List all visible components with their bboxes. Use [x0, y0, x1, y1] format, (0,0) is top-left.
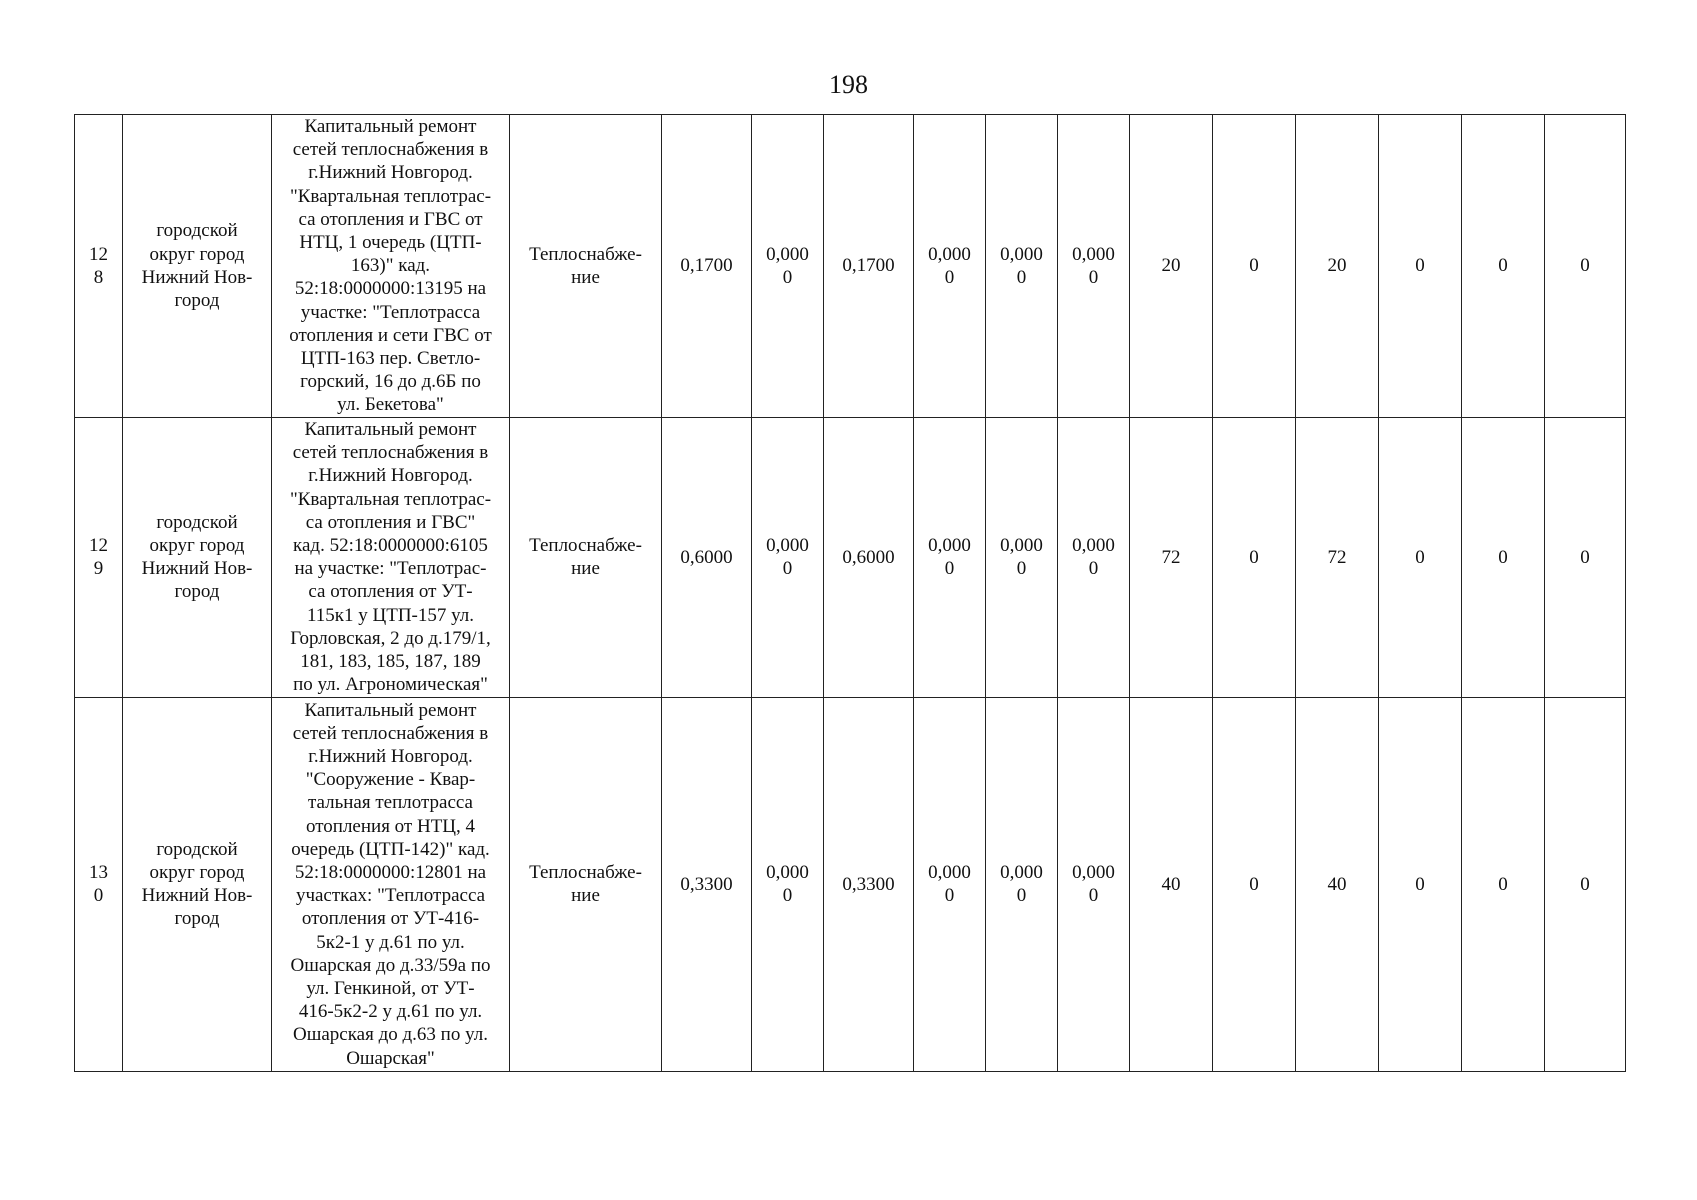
cell-text-line: 12 [89, 243, 108, 265]
cell-text-line: 163)" кад. [350, 255, 431, 277]
count-cell: 72 [1130, 417, 1213, 697]
cell-text-line: очередь (ЦТП-142)" кад. [291, 838, 490, 860]
cell-text-line: отопления от НТЦ, 4 [305, 815, 476, 837]
count-cell: 0 [1379, 697, 1462, 1071]
cell-text-line: 0,000 [928, 534, 971, 556]
count-cell: 20 [1296, 115, 1379, 418]
cell-text-line: 0,000 [766, 534, 809, 556]
cell-text-line: ЦТП-163 пер. Светло- [300, 348, 481, 370]
cell-text-line: 0 [782, 558, 793, 580]
territory-cell [123, 115, 272, 418]
cell-text-line: 0 [1016, 558, 1027, 580]
type-cell [510, 697, 662, 1071]
count-cell: 0 [1462, 115, 1545, 418]
cell-text-line: "Квартальная теплотрас- [289, 185, 492, 207]
cell-text-line: сетей теплоснабжения в [292, 722, 489, 744]
cell-text-line: 0,1700 [842, 255, 895, 277]
cell-text-line: 416-5к2-2 у д.61 по ул. [298, 1001, 483, 1023]
value-cell [662, 417, 752, 697]
cell-text-line: "Сооружение - Квар- [305, 769, 476, 791]
cell-text-line: 0,000 [1072, 861, 1115, 883]
cell-text-line: кад. 52:18:0000000:6105 [293, 534, 488, 556]
cell-text-line: 0 [944, 885, 955, 907]
count-cell: 0 [1545, 697, 1626, 1071]
value-cell [752, 417, 824, 697]
description-cell [272, 697, 510, 1071]
cell-text-line: горский, 16 до д.6Б по [300, 371, 481, 393]
cell-text-line: 0 [1088, 266, 1099, 288]
count-cell: 0 [1545, 417, 1626, 697]
table-body [75, 115, 1626, 1072]
table-row [75, 115, 1626, 418]
cell-text-line: сетей теплоснабжения в [292, 442, 489, 464]
value-cell [752, 697, 824, 1071]
count-cell: 72 [1296, 417, 1379, 697]
cell-text-line: Капитальный ремонт [304, 699, 477, 721]
cell-text-line: городской [156, 838, 238, 860]
page-number: 198 [829, 70, 868, 99]
count-cell: 0 [1213, 417, 1296, 697]
cell-text-line: са отопления и ГВС от [298, 208, 483, 230]
count-cell: 20 [1130, 115, 1213, 418]
cell-text-line: Ошарская" [346, 1047, 435, 1069]
value-cell [824, 417, 914, 697]
cell-text-line: Капитальный ремонт [304, 418, 477, 440]
cell-text-line: 0,6000 [680, 546, 733, 568]
cell-text-line: 0 [782, 885, 793, 907]
cell-text-line: г.Нижний Новгород. [308, 162, 473, 184]
cell-text-line: са отопления от УТ- [308, 581, 473, 603]
value-cell [1058, 697, 1130, 1071]
cell-text-line: отопления от УТ-416- [301, 908, 480, 930]
cell-text-line: тальная теплотрасса [307, 792, 473, 814]
type-cell [510, 115, 662, 418]
cell-text-line: ние [571, 558, 600, 580]
cell-text-line: округ город [149, 243, 245, 265]
cell-text-line: 0,000 [928, 243, 971, 265]
cell-text-line: 115к1 у ЦТП-157 ул. [306, 604, 475, 626]
cell-text-line: 0,6000 [842, 546, 895, 568]
description-cell [272, 417, 510, 697]
cell-text-line: 5к2-1 у д.61 по ул. [316, 931, 465, 953]
cell-text-line: 0 [93, 885, 104, 907]
cell-text-line: 12 [89, 534, 108, 556]
cell-text-line: 0,000 [766, 243, 809, 265]
cell-text-line: отопления и сети ГВС от [289, 324, 492, 346]
cell-text-line: 0,000 [1072, 534, 1115, 556]
cell-text-line: 0,3300 [680, 873, 733, 895]
cell-text-line: ул. Генкиной, от УТ- [306, 977, 475, 999]
cell-text-line: 0 [1016, 266, 1027, 288]
cell-text-line: 0 [944, 558, 955, 580]
cell-text-line: Теплоснабже- [529, 861, 642, 883]
cell-text-line: г.Нижний Новгород. [308, 465, 473, 487]
cell-text-line: Нижний Нов- [141, 558, 253, 580]
count-cell: 40 [1130, 697, 1213, 1071]
cell-text-line: 8 [93, 266, 104, 288]
cell-text-line: городской [156, 511, 238, 533]
cell-text-line: Нижний Нов- [141, 885, 253, 907]
cell-text-line: Капитальный ремонт [304, 116, 477, 137]
value-cell [1058, 115, 1130, 418]
count-cell: 0 [1379, 115, 1462, 418]
cell-text-line: ние [571, 266, 600, 288]
count-cell: 0 [1213, 697, 1296, 1071]
cell-text-line: Ошарская до д.33/59а по [290, 954, 491, 976]
cell-text-line: 0,1700 [680, 255, 733, 277]
cell-text-line: на участке: "Теплотрас- [294, 558, 487, 580]
cell-text-line: город [174, 581, 220, 603]
cell-text-line: 0 [944, 266, 955, 288]
count-cell: 0 [1545, 115, 1626, 418]
description-cell [272, 115, 510, 418]
cell-text-line: город [174, 290, 220, 312]
value-cell [824, 115, 914, 418]
cell-text-line: 0,000 [1000, 534, 1043, 556]
type-cell [510, 417, 662, 697]
cell-text-line: 0,3300 [842, 873, 895, 895]
cell-text-line: 0 [1088, 885, 1099, 907]
cell-text-line: Нижний Нов- [141, 266, 253, 288]
count-cell: 0 [1213, 115, 1296, 418]
cell-text-line: ул. Бекетова" [337, 394, 444, 416]
count-cell: 40 [1296, 697, 1379, 1071]
cell-text-line: 13 [89, 861, 108, 883]
row-number-cell [75, 115, 123, 418]
cell-text-line: 0 [782, 266, 793, 288]
cell-text-line: 0,000 [1000, 243, 1043, 265]
value-cell [986, 697, 1058, 1071]
cell-text-line: участке: "Теплотрасса [300, 301, 481, 323]
cell-text-line: округ город [149, 861, 245, 883]
row-number-cell [75, 697, 123, 1071]
cell-text-line: 0,000 [1072, 243, 1115, 265]
cell-text-line: "Квартальная теплотрас- [289, 488, 492, 510]
territory-cell [123, 417, 272, 697]
cell-text-line: 0 [1088, 558, 1099, 580]
cell-text-line: городской [156, 220, 238, 242]
count-cell: 0 [1379, 417, 1462, 697]
territory-cell [123, 697, 272, 1071]
cell-text-line: 0 [1016, 885, 1027, 907]
value-cell [914, 697, 986, 1071]
value-cell [986, 417, 1058, 697]
cell-text-line: Теплоснабже- [529, 243, 642, 265]
cell-text-line: 181, 183, 185, 187, 189 [300, 650, 481, 672]
cell-text-line: Ошарская до д.63 по ул. [293, 1024, 488, 1046]
cell-text-line: 0,000 [766, 861, 809, 883]
cell-text-line: город [174, 908, 220, 930]
cell-text-line: 52:18:0000000:12801 на [294, 861, 487, 883]
cell-text-line: са отопления и ГВС" [305, 511, 476, 533]
value-cell [914, 417, 986, 697]
count-cell: 0 [1462, 417, 1545, 697]
cell-text-line: округ город [149, 534, 245, 556]
table-row [75, 697, 1626, 1071]
cell-text-line: Горловская, 2 до д.179/1, [290, 627, 491, 649]
table-row [75, 417, 1626, 697]
value-cell [662, 115, 752, 418]
cell-text-line: НТЦ, 1 очередь (ЦТП- [299, 232, 482, 254]
value-cell [752, 115, 824, 418]
cell-text-line: участках: "Теплотрасса [295, 885, 486, 907]
cell-text-line: 9 [93, 558, 104, 580]
cell-text-line: ние [571, 885, 600, 907]
cell-text-line: 0,000 [1000, 861, 1043, 883]
value-cell [1058, 417, 1130, 697]
cell-text-line: Теплоснабже- [529, 534, 642, 556]
value-cell [986, 115, 1058, 418]
cell-text-line: 52:18:0000000:13195 на [294, 278, 487, 300]
cell-text-line: 0,000 [928, 861, 971, 883]
data-table [74, 114, 1626, 1072]
row-number-cell [75, 417, 123, 697]
value-cell [824, 697, 914, 1071]
cell-text-line: г.Нижний Новгород. [308, 745, 473, 767]
cell-text-line: сетей теплоснабжения в [292, 139, 489, 161]
cell-text-line: по ул. Агрономическая" [293, 674, 488, 696]
value-cell [914, 115, 986, 418]
value-cell [662, 697, 752, 1071]
count-cell: 0 [1462, 697, 1545, 1071]
